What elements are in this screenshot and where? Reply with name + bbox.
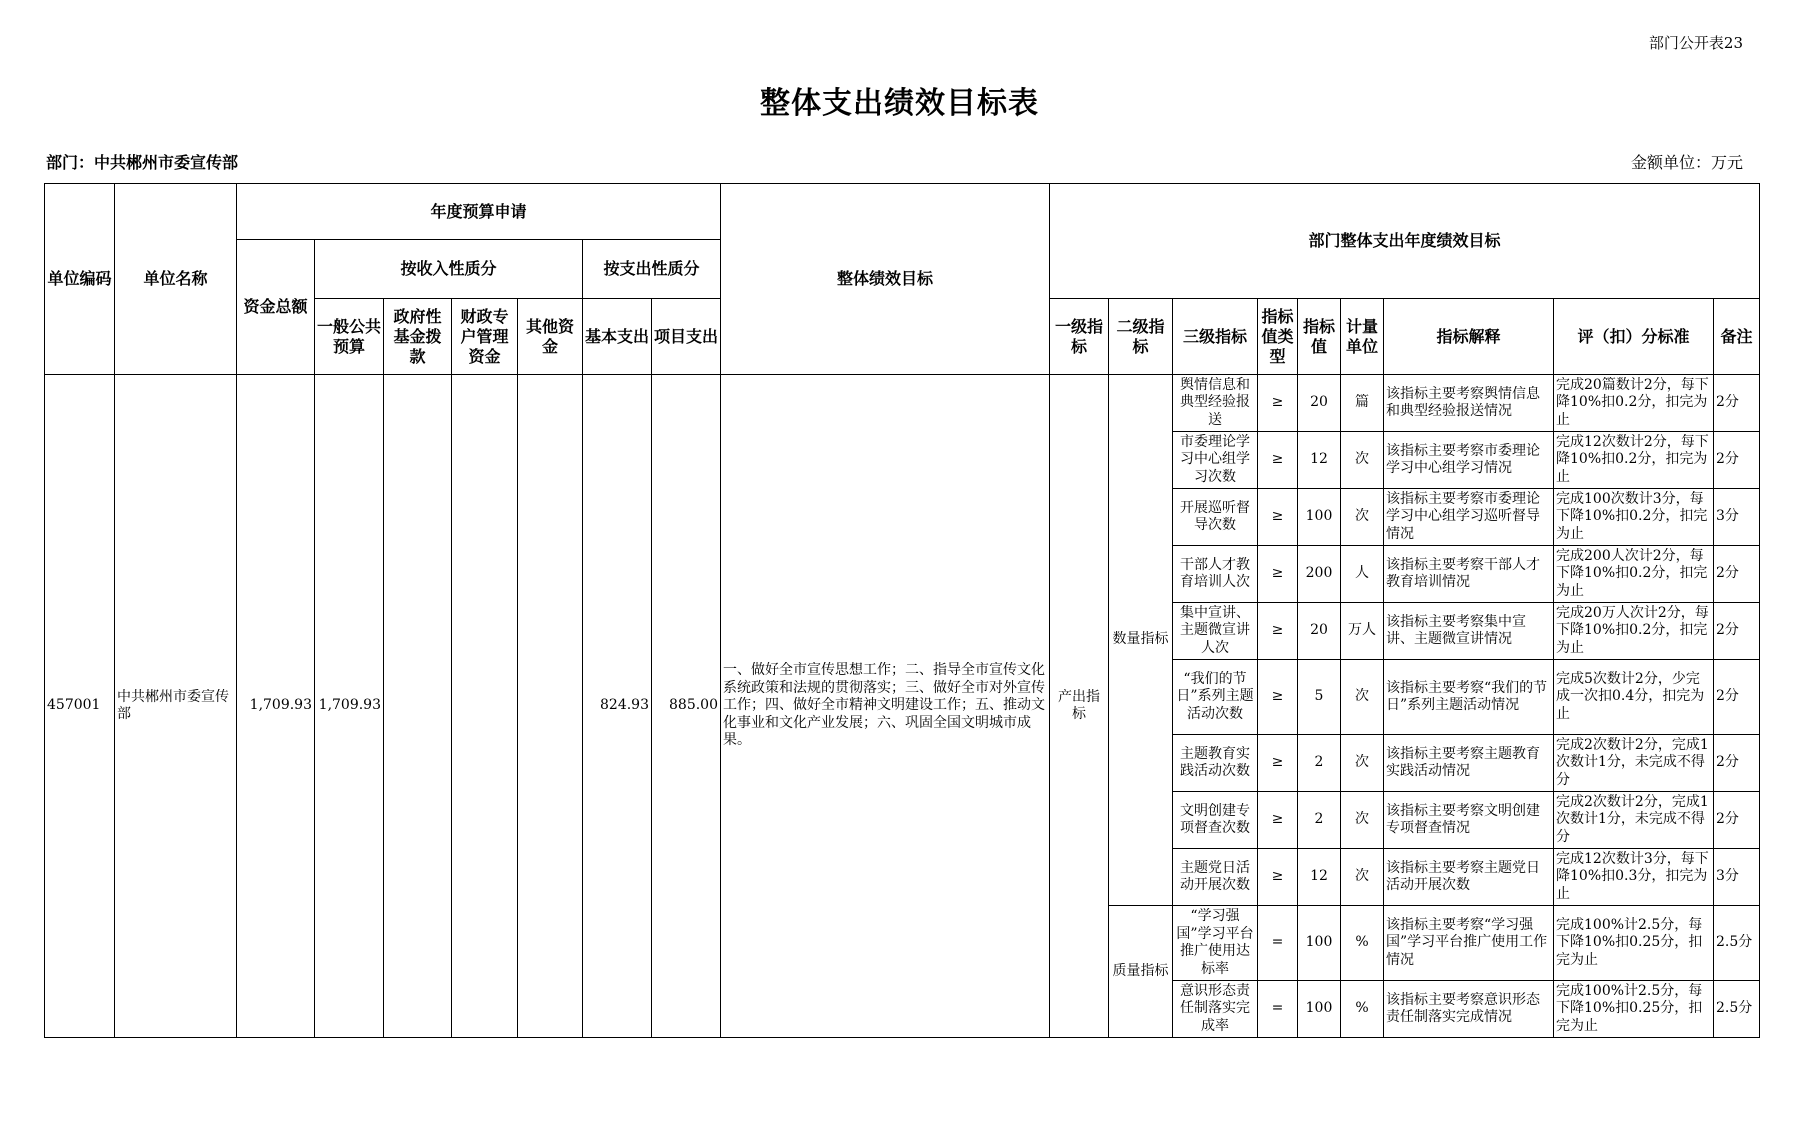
value-cell: [1298, 546, 1341, 603]
explanation-cell-text: 该指标主要考察主题教育实践活动情况: [1386, 745, 1540, 779]
remark-cell: [1714, 981, 1760, 1038]
level3-cell-text: 主题党日活动开展次数: [1180, 859, 1250, 893]
scoring-cell-text: 完成2次数计2分，完成1次数计1分，未完成不得分: [1556, 736, 1709, 788]
header-level2: 二级指标: [1109, 299, 1173, 375]
project-expense-cell-text: 885.00: [669, 697, 718, 714]
scoring-cell-text: 完成20万人次计2分，每下降10%扣0.2分，扣完为止: [1556, 604, 1709, 656]
measure-unit-cell: [1341, 603, 1384, 660]
value-cell: [1298, 792, 1341, 849]
gov-fund-cell: [384, 375, 452, 1038]
total-funds-cell: [237, 375, 315, 1038]
measure-unit-cell: [1341, 849, 1384, 906]
level3-cell: [1173, 849, 1258, 906]
value-type-cell-text: ≥: [1271, 508, 1284, 525]
unit-name-cell: [115, 375, 237, 1038]
header-scoring: 评（扣）分标准: [1554, 299, 1714, 375]
level3-cell: [1173, 735, 1258, 792]
header-measure-unit: 计量单位: [1341, 299, 1384, 375]
remark-cell: [1714, 432, 1760, 489]
header-explanation: 指标解释: [1384, 299, 1554, 375]
header-by-expense: 按支出性质分: [583, 240, 721, 299]
other-funds-cell: [518, 375, 583, 1038]
level3-cell: [1173, 546, 1258, 603]
header-value: 指标值: [1298, 299, 1341, 375]
value-type-cell: [1258, 489, 1298, 546]
measure-unit-cell: [1341, 981, 1384, 1038]
remark-cell-text: 3分: [1716, 868, 1739, 885]
department-label: 部门：中共郴州市委宣传部: [46, 153, 239, 172]
header-annual-budget: 年度预算申请: [237, 184, 721, 240]
level3-cell: [1173, 489, 1258, 546]
value-cell: [1298, 981, 1341, 1038]
level3-cell: [1173, 906, 1258, 981]
level3-cell: [1173, 660, 1258, 735]
measure-unit-cell-text: 次: [1355, 508, 1369, 525]
scoring-cell-text: 完成200人次计2分，每下降10%扣0.2分，扣完为止: [1556, 547, 1708, 599]
remark-cell-text: 2分: [1716, 565, 1739, 582]
explanation-cell: [1384, 906, 1554, 981]
measure-unit-cell-text: 次: [1355, 754, 1369, 771]
value-cell-text: 100: [1305, 934, 1333, 951]
measure-unit-cell-text: 次: [1355, 811, 1369, 828]
remark-cell-text: 2分: [1716, 811, 1739, 828]
scoring-cell: [1554, 792, 1714, 849]
measure-unit-cell: [1341, 546, 1384, 603]
scoring-cell: [1554, 546, 1714, 603]
explanation-cell-text: 该指标主要考察文明创建专项督查情况: [1386, 802, 1540, 836]
value-cell-text: 100: [1305, 508, 1333, 525]
basic-expense-cell-text: 824.93: [600, 697, 649, 714]
value-cell-text: 12: [1310, 451, 1328, 468]
remark-cell-text: 2.5分: [1716, 1000, 1753, 1017]
unit-name-cell-text: 中共郴州市委宣传部: [117, 688, 229, 722]
value-type-cell-text: ≥: [1271, 565, 1284, 582]
header-unit-name: 单位名称: [115, 184, 237, 375]
header-project-expense: 项目支出: [652, 299, 721, 375]
remark-cell: [1714, 660, 1760, 735]
value-cell-text: 2: [1314, 811, 1324, 828]
measure-unit-cell: [1341, 660, 1384, 735]
header-basic-expense: 基本支出: [583, 299, 652, 375]
value-type-cell-text: ≥: [1271, 688, 1284, 705]
measure-unit-cell-text: 人: [1355, 565, 1369, 582]
explanation-cell-text: 该指标主要考察舆情信息和典型经验报送情况: [1386, 385, 1540, 419]
explanation-cell: [1384, 546, 1554, 603]
unit-code-cell-text: 457001: [47, 697, 101, 714]
overall-goal-cell-text: 一、做好全市宣传思想工作；二、指导全市宣传文化系统政策和法规的贯彻落实；三、做好全市对外宣传工作；四、做好全市精神文明建设工作；五、推动文化事业和文化产业发展；六、巩固全国文明城市成果。: [723, 662, 1045, 749]
measure-unit-cell-text: 篇: [1355, 394, 1369, 411]
scoring-cell-text: 完成12次数计3分，每下降10%扣0.3分，扣完为止: [1556, 850, 1709, 902]
scoring-cell: [1554, 849, 1714, 906]
scoring-cell: [1554, 906, 1714, 981]
project-expense-cell: [652, 375, 721, 1038]
explanation-cell-text: 该指标主要考察“我们的节日”系列主题活动情况: [1386, 679, 1548, 713]
value-type-cell: [1258, 432, 1298, 489]
level2-quantity-cell-text: 数量指标: [1112, 631, 1169, 648]
value-type-cell-text: ≥: [1271, 451, 1284, 468]
explanation-cell: [1384, 489, 1554, 546]
value-cell: [1298, 660, 1341, 735]
remark-cell: [1714, 735, 1760, 792]
explanation-cell-text: 该指标主要考察干部人才教育培训情况: [1386, 556, 1540, 590]
explanation-cell: [1384, 603, 1554, 660]
value-type-cell: [1258, 375, 1298, 432]
header-remark: 备注: [1714, 299, 1760, 375]
scoring-cell: [1554, 432, 1714, 489]
level3-cell: [1173, 792, 1258, 849]
amount-unit-label: 金额单位：万元: [1630, 153, 1743, 172]
value-type-cell: [1258, 906, 1298, 981]
measure-unit-cell-text: 次: [1355, 451, 1369, 468]
value-cell-text: 20: [1310, 394, 1328, 411]
header-overall-goal: 整体绩效目标: [721, 184, 1050, 375]
value-type-cell: [1258, 981, 1298, 1038]
remark-cell: [1714, 849, 1760, 906]
value-type-cell-text: =: [1271, 934, 1284, 951]
remark-cell-text: 2分: [1716, 622, 1739, 639]
measure-unit-cell-text: %: [1355, 934, 1369, 951]
header-level3: 三级指标: [1173, 299, 1258, 375]
value-cell-text: 2: [1314, 754, 1324, 771]
value-cell: [1298, 849, 1341, 906]
explanation-cell: [1384, 735, 1554, 792]
basic-expense-cell: [583, 375, 652, 1038]
level2-quality-cell: [1109, 906, 1173, 1038]
value-cell-text: 20: [1310, 622, 1328, 639]
scoring-cell-text: 完成100%计2.5分，每下降10%扣0.25分，扣完为止: [1556, 916, 1703, 968]
measure-unit-cell-text: %: [1355, 1000, 1369, 1017]
general-budget-cell: [315, 375, 384, 1038]
value-type-cell-text: ≥: [1271, 811, 1284, 828]
measure-unit-cell: [1341, 792, 1384, 849]
explanation-cell-text: 该指标主要考察“学习强国”学习平台推广使用工作情况: [1386, 916, 1548, 968]
level3-cell-text: 文明创建专项督查次数: [1180, 802, 1250, 836]
explanation-cell-text: 该指标主要考察意识形态责任制落实完成情况: [1386, 991, 1540, 1025]
remark-cell: [1714, 792, 1760, 849]
level3-cell-text: 集中宣讲、主题微宣讲人次: [1180, 604, 1250, 656]
remark-cell: [1714, 603, 1760, 660]
header-level1: 一级指标: [1050, 299, 1109, 375]
header-by-income: 按收入性质分: [315, 240, 583, 299]
scoring-cell: [1554, 603, 1714, 660]
value-cell-text: 100: [1305, 1000, 1333, 1017]
value-type-cell: [1258, 603, 1298, 660]
level3-cell: [1173, 432, 1258, 489]
scoring-cell-text: 完成100次数计3分，每下降10%扣0.2分，扣完为止: [1556, 490, 1708, 542]
measure-unit-cell-text: 万人: [1348, 622, 1376, 639]
value-type-cell-text: ≥: [1271, 394, 1284, 411]
scoring-cell: [1554, 981, 1714, 1038]
explanation-cell: [1384, 849, 1554, 906]
value-cell: [1298, 432, 1341, 489]
scoring-cell-text: 完成12次数计2分，每下降10%扣0.2分，扣完为止: [1556, 433, 1709, 485]
explanation-cell: [1384, 792, 1554, 849]
remark-cell-text: 2分: [1716, 688, 1739, 705]
value-type-cell: [1258, 546, 1298, 603]
total-funds-cell-text: 1,709.93: [249, 697, 312, 714]
value-type-cell: [1258, 849, 1298, 906]
explanation-cell-text: 该指标主要考察集中宣讲、主题微宣讲情况: [1386, 613, 1526, 647]
overall-goal-cell: [721, 375, 1050, 1038]
general-budget-cell-text: 1,709.93: [318, 697, 381, 714]
fiscal-special-cell: [452, 375, 518, 1038]
scoring-cell-text: 完成100%计2.5分，每下降10%扣0.25分，扣完为止: [1556, 982, 1703, 1034]
unit-code-cell: [45, 375, 115, 1038]
value-type-cell-text: ≥: [1271, 754, 1284, 771]
scoring-cell-text: 完成2次数计2分，完成1次数计1分，未完成不得分: [1556, 793, 1709, 845]
level3-cell: [1173, 603, 1258, 660]
value-type-cell: [1258, 660, 1298, 735]
remark-cell: [1714, 489, 1760, 546]
level1-cell-text: 产出指标: [1058, 688, 1100, 722]
header-gov-fund: 政府性基金拨款: [384, 299, 452, 375]
remark-cell-text: 2分: [1716, 754, 1739, 771]
form-number-label: 部门公开表23: [1648, 34, 1743, 52]
level1-cell: [1050, 375, 1109, 1038]
value-cell: [1298, 489, 1341, 546]
scoring-cell-text: 完成20篇数计2分，每下降10%扣0.2分，扣完为止: [1556, 376, 1709, 428]
header-fiscal-special: 财政专户管理资金: [452, 299, 518, 375]
level3-cell: [1173, 981, 1258, 1038]
measure-unit-cell: [1341, 375, 1384, 432]
measure-unit-cell: [1341, 432, 1384, 489]
page-title: 整体支出绩效目标表: [760, 86, 1039, 121]
remark-cell-text: 2分: [1716, 394, 1739, 411]
value-type-cell-text: ≥: [1271, 622, 1284, 639]
measure-unit-cell: [1341, 735, 1384, 792]
header-general-budget: 一般公共预算: [315, 299, 384, 375]
scoring-cell: [1554, 660, 1714, 735]
header-other-funds: 其他资金: [518, 299, 583, 375]
value-cell: [1298, 906, 1341, 981]
header-unit-code: 单位编码: [45, 184, 115, 375]
level3-cell-text: 干部人才教育培训人次: [1180, 556, 1250, 590]
level3-cell-text: 开展巡听督导次数: [1180, 499, 1250, 533]
performance-table: [44, 183, 1760, 1038]
header-dept-goal: 部门整体支出年度绩效目标: [1050, 184, 1760, 299]
explanation-cell: [1384, 981, 1554, 1038]
level2-quantity-cell: [1109, 375, 1173, 906]
remark-cell-text: 3分: [1716, 508, 1739, 525]
value-cell-text: 12: [1310, 868, 1328, 885]
measure-unit-cell-text: 次: [1355, 868, 1369, 885]
level2-quality-cell-text: 质量指标: [1112, 962, 1169, 979]
remark-cell: [1714, 546, 1760, 603]
level3-cell-text: 舆情信息和典型经验报送: [1180, 376, 1250, 428]
explanation-cell-text: 该指标主要考察市委理论学习中心组学习巡听督导情况: [1386, 490, 1540, 542]
explanation-cell: [1384, 375, 1554, 432]
value-cell-text: 5: [1314, 688, 1324, 705]
value-cell: [1298, 603, 1341, 660]
header-value-type: 指标值类型: [1258, 299, 1298, 375]
scoring-cell: [1554, 735, 1714, 792]
measure-unit-cell-text: 次: [1355, 688, 1369, 705]
value-type-cell: [1258, 735, 1298, 792]
value-type-cell-text: =: [1271, 1000, 1284, 1017]
level3-cell-text: 意识形态责任制落实完成率: [1180, 982, 1250, 1034]
level3-cell: [1173, 375, 1258, 432]
value-type-cell: [1258, 792, 1298, 849]
header-total-funds: 资金总额: [237, 240, 315, 375]
value-type-cell-text: ≥: [1271, 868, 1284, 885]
explanation-cell: [1384, 660, 1554, 735]
value-cell: [1298, 375, 1341, 432]
table-row: [45, 375, 1760, 432]
remark-cell-text: 2分: [1716, 451, 1739, 468]
value-cell: [1298, 735, 1341, 792]
level3-cell-text: “学习强国”学习平台推广使用达标率: [1176, 908, 1254, 977]
value-cell-text: 200: [1305, 565, 1333, 582]
scoring-cell: [1554, 375, 1714, 432]
remark-cell: [1714, 906, 1760, 981]
explanation-cell-text: 该指标主要考察市委理论学习中心组学习情况: [1386, 442, 1540, 476]
measure-unit-cell: [1341, 906, 1384, 981]
level3-cell-text: 市委理论学习中心组学习次数: [1180, 433, 1250, 485]
remark-cell: [1714, 375, 1760, 432]
measure-unit-cell: [1341, 489, 1384, 546]
level3-cell-text: 主题教育实践活动次数: [1180, 745, 1250, 779]
level3-cell-text: “我们的节日”系列主题活动次数: [1176, 670, 1254, 722]
scoring-cell: [1554, 489, 1714, 546]
explanation-cell: [1384, 432, 1554, 489]
explanation-cell-text: 该指标主要考察主题党日活动开展次数: [1386, 859, 1540, 893]
remark-cell-text: 2.5分: [1716, 934, 1753, 951]
scoring-cell-text: 完成5次数计2分，少完成一次扣0.4分，扣完为止: [1556, 670, 1705, 722]
